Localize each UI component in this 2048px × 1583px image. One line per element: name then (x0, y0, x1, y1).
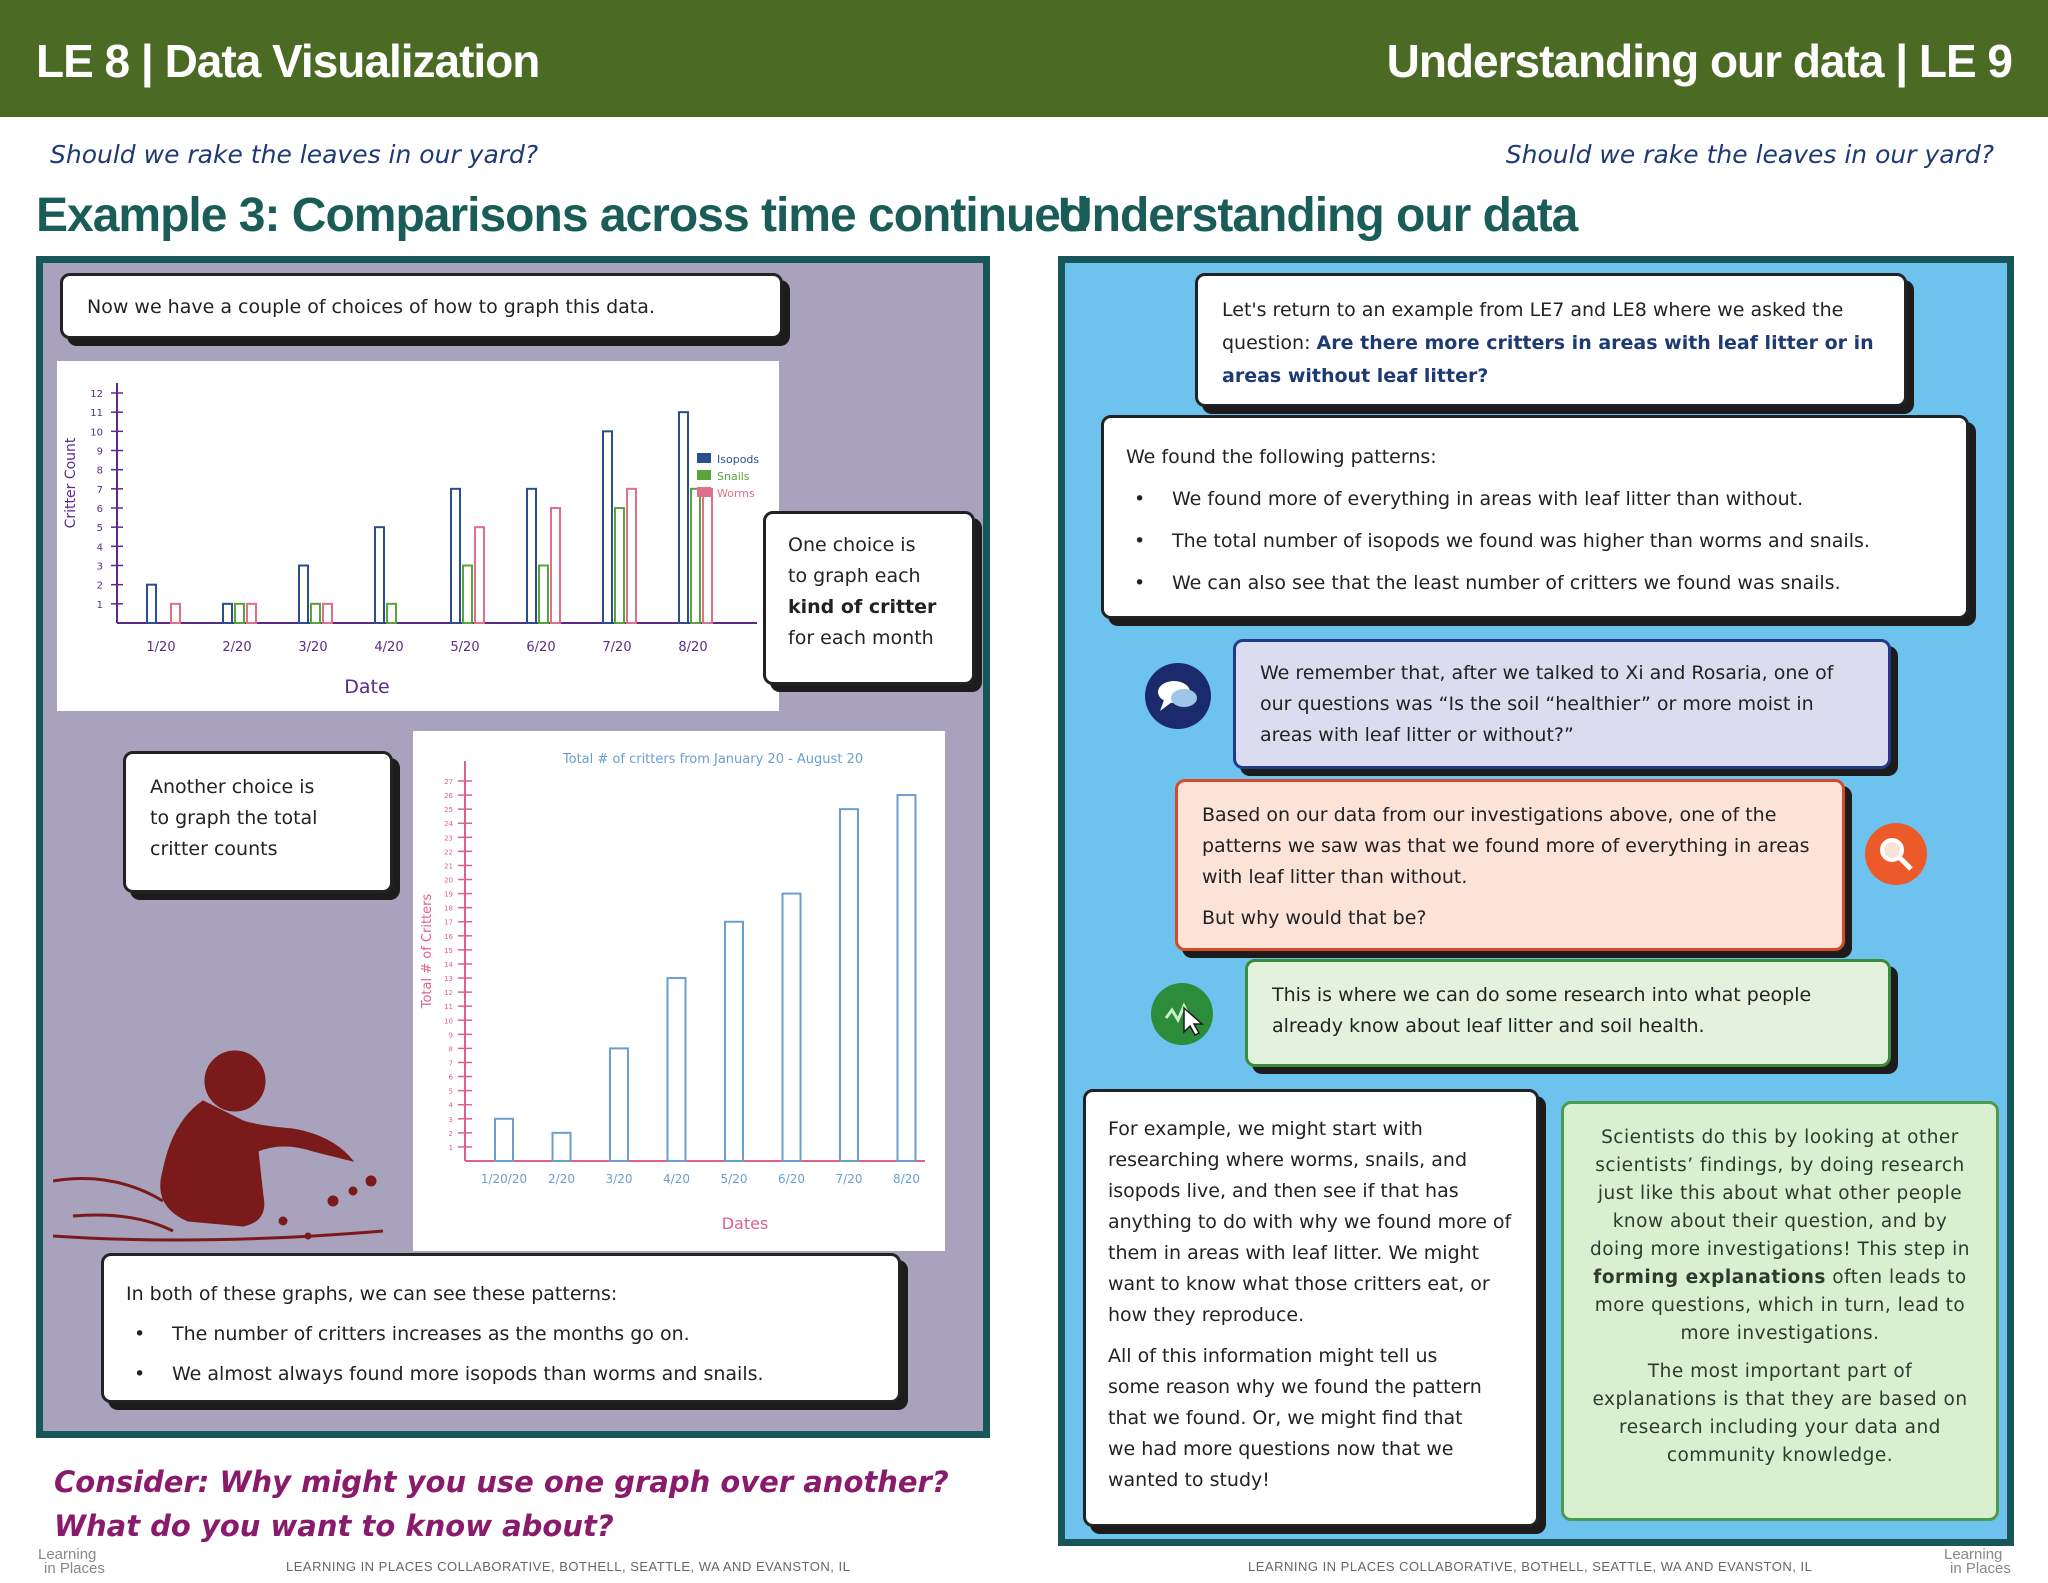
y-tick-label: 9 (448, 1031, 453, 1040)
scientists-text-c: often leads to more questions, which in turn, lead to more investigations. (1594, 1267, 1967, 1344)
bar-worms (627, 489, 636, 623)
y-tick-label: 3 (448, 1115, 453, 1124)
y-tick-label: 17 (444, 918, 453, 927)
y-tick-label: 10 (90, 427, 103, 439)
bar-snails (387, 604, 396, 623)
speech-bubble-icon (1145, 663, 1211, 729)
bar-isopods (299, 566, 308, 624)
y-tick-label: 1 (96, 599, 103, 611)
bar-isopods (375, 527, 384, 623)
choice1-callout (763, 511, 975, 685)
y-tick-label: 21 (444, 862, 453, 871)
bar-snails (691, 489, 700, 623)
x-tick-label: 3/20 (298, 640, 328, 655)
x-tick-label: 2/20 (548, 1172, 575, 1186)
y-tick-label: 6 (448, 1073, 453, 1082)
y-tick-label: 1 (448, 1143, 453, 1152)
bar-isopods (451, 489, 460, 623)
total-bar (783, 894, 801, 1161)
remember-callout (1233, 639, 1891, 769)
bar-snails (463, 566, 472, 624)
right-driving-question: Should we rake the leaves in our yard? (1505, 140, 1994, 169)
patterns-intro: In both of these graphs, we can see these patterns: (126, 1283, 618, 1305)
cursor-glyph (1160, 992, 1204, 1036)
y-tick-label: 8 (448, 1045, 453, 1054)
consider-line2: What do you want to know about? (54, 1509, 614, 1543)
x-tick-label: 5/20 (450, 640, 480, 655)
child-head (205, 1051, 265, 1111)
y-tick-label: 19 (444, 890, 453, 899)
bar-isopods (679, 412, 688, 623)
patterns-list (126, 1314, 876, 1394)
y-tick-label: 22 (444, 848, 453, 857)
total-bar (668, 978, 686, 1161)
found-pattern-item: • We found more of everything in areas with leaf litter than without. (1126, 478, 1944, 520)
scientists-highlight: forming explanations (1593, 1267, 1826, 1288)
choice2-line2: to graph the total (150, 807, 318, 829)
x-tick-label: 6/20 (778, 1172, 805, 1186)
bar-isopods (527, 489, 536, 623)
total-bar (610, 1048, 628, 1161)
total-bar (898, 795, 916, 1161)
x-tick-label: 4/20 (374, 640, 404, 655)
found-patterns-callout (1101, 415, 1969, 619)
y-tick-label: 7 (96, 484, 103, 496)
y-axis-label: Total # of Critters (420, 893, 435, 1009)
x-axis-label: Dates (721, 1214, 769, 1233)
based-callout (1175, 779, 1845, 951)
logo-line1: Learning (38, 1546, 97, 1563)
bar-snails (615, 508, 624, 623)
legend-label: Snails (717, 470, 750, 483)
consider-prompt (54, 1460, 949, 1548)
y-tick-label: 27 (444, 778, 453, 786)
scientists-text (1584, 1124, 1976, 1348)
left-footer: LEARNING IN PLACES COLLABORATIVE, BOTHELL, SEATTLE, WA AND EVANSTON, IL (286, 1559, 851, 1574)
found-pattern-item: • We can also see that the least number of critters we found was snails. (1126, 562, 1944, 604)
logo-line1: Learning (1944, 1546, 2003, 1563)
choice1-line1: One choice is (788, 534, 916, 556)
right-logo (1944, 1548, 2011, 1576)
y-tick-label: 4 (448, 1101, 453, 1110)
left-page-header: LE 8 | Data Visualization (36, 35, 540, 87)
magnifier-icon (1865, 823, 1927, 885)
consider-line1: Consider: Why might you use one graph over another? (54, 1465, 949, 1499)
return-text: Let's return to an example from LE7 and LE8 where we asked the question: (1222, 299, 1844, 354)
right-page-title: Understanding our data (1058, 189, 1578, 242)
x-tick-label: 8/20 (893, 1172, 920, 1186)
critter-type-chart (57, 361, 779, 711)
choice2-line1: Another choice is (150, 776, 315, 798)
logo-line2: in Places (1950, 1560, 2011, 1577)
legend-label: Isopods (717, 453, 760, 466)
left-page-title: Example 3: Comparisons across time continued (36, 189, 1089, 242)
x-tick-label: 2/20 (222, 640, 252, 655)
bar-isopods (147, 585, 156, 623)
bar-isopods (603, 431, 612, 623)
right-content-panel (1058, 256, 2014, 1546)
bar-worms (323, 604, 332, 623)
intro-text: Now we have a couple of choices of how to graph this data. (87, 296, 655, 318)
legend-swatch (697, 470, 711, 480)
y-tick-label: 4 (96, 542, 103, 554)
x-tick-label: 3/20 (605, 1172, 633, 1186)
example-callout (1083, 1089, 1539, 1527)
bar-snails (539, 566, 548, 624)
magnifier-glyph (1877, 835, 1915, 873)
total-critter-chart (413, 731, 945, 1251)
bar-worms (551, 508, 560, 623)
y-tick-label: 5 (448, 1087, 453, 1096)
why-text: But why would that be? (1202, 907, 1427, 929)
total-bar (553, 1133, 571, 1161)
dirt-clump (305, 1233, 311, 1239)
choice1-line2: to graph each (788, 565, 921, 587)
y-axis-label: Critter Count (63, 437, 79, 529)
child-illustration (53, 1031, 433, 1261)
y-tick-label: 12 (444, 989, 453, 998)
y-tick-label: 26 (444, 792, 453, 801)
found-pattern-item: • The total number of isopods we found was higher than worms and snails. (1126, 520, 1944, 562)
left-content-panel (36, 256, 990, 1438)
y-tick-label: 7 (448, 1059, 453, 1068)
y-tick-label: 12 (90, 389, 103, 400)
return-question: Are there more critters in areas with leaf litter or in areas without leaf litter? (1222, 332, 1874, 387)
child-body (161, 1101, 353, 1226)
y-tick-label: 13 (444, 975, 453, 984)
right-footer: LEARNING IN PLACES COLLABORATIVE, BOTHELL, SEATTLE, WA AND EVANSTON, IL (1248, 1559, 1813, 1574)
header-bar (0, 0, 2048, 117)
bar-worms (475, 527, 484, 623)
y-tick-label: 8 (96, 465, 103, 477)
dirt-clump (328, 1196, 338, 1206)
bar-worms (171, 604, 180, 623)
total-bar (725, 922, 743, 1161)
y-tick-label: 6 (96, 504, 103, 515)
choice2-line3: critter counts (150, 838, 278, 860)
x-tick-label: 4/20 (663, 1172, 690, 1186)
example-text: For example, we might start with researching where worms, snails, and isopods live, and then see if that has anything to do with why we found more of them in areas with leaf litter. We might want to know what those critters eat, or how they reproduce. (1108, 1118, 1512, 1326)
x-tick-label: 7/20 (835, 1172, 863, 1186)
choice1-line4: for each month (788, 627, 934, 649)
patterns-callout (101, 1253, 901, 1403)
y-tick-label: 3 (96, 561, 103, 573)
cursor-icon (1151, 983, 1213, 1045)
scientists-callout (1561, 1101, 1999, 1521)
y-tick-label: 5 (96, 523, 103, 535)
choice2-callout (123, 751, 393, 893)
choice1-line3: kind of critter (788, 596, 937, 618)
remember-text: We remember that, after we talked to Xi and Rosaria, one of our questions was “Is the soil “healthier” or more moist in areas with leaf litter or without?” (1260, 662, 1834, 746)
bar-snails (311, 604, 320, 623)
bar-worms (247, 604, 256, 623)
y-tick-label: 16 (444, 932, 453, 941)
y-tick-label: 18 (444, 904, 453, 913)
pattern-item: • We almost always found more isopods than worms and snails. (126, 1354, 876, 1394)
dirt-clump (366, 1176, 376, 1186)
y-tick-label: 11 (444, 1003, 453, 1012)
speech-bubble-glyph (1156, 678, 1200, 714)
total-bar (840, 809, 858, 1161)
logo-line2: in Places (44, 1560, 105, 1577)
based-text: Based on our data from our investigations above, one of the patterns we saw was that we found more of everything in areas with leaf litter than without. (1202, 804, 1810, 888)
found-patterns-intro: We found the following patterns: (1126, 446, 1437, 468)
y-tick-label: 10 (444, 1017, 453, 1026)
y-tick-label: 25 (444, 806, 453, 815)
found-patterns-list (1126, 478, 1944, 604)
x-tick-label: 8/20 (678, 640, 708, 655)
dirt-clump (349, 1187, 357, 1195)
left-logo (38, 1548, 105, 1576)
x-tick-label: 1/20 (146, 640, 176, 655)
legend-label: Worms (717, 487, 755, 500)
y-tick-label: 20 (444, 876, 453, 885)
y-tick-label: 2 (96, 580, 103, 592)
chart-title: Total # of critters from January 20 - August 20 (562, 752, 864, 767)
scientists-text-a: Scientists do this by looking at other scientists’ findings, by doing research just like this about what other people know about their question, and by doing more investigations! This step in (1590, 1127, 1970, 1260)
y-tick-label: 9 (96, 446, 103, 458)
chart2-svg (413, 731, 945, 1251)
y-tick-label: 11 (90, 408, 103, 420)
x-tick-label: 1/20/20 (480, 1172, 528, 1186)
example-text2: All of this information might tell us some reason why we found the pattern that we found. Or, we might find that we had more questions now that we wanted to study! (1108, 1345, 1482, 1491)
y-tick-label: 2 (448, 1129, 453, 1138)
research-callout (1245, 959, 1891, 1067)
y-tick-label: 23 (444, 834, 453, 843)
research-text: This is where we can do some research into what people already know about leaf litter and soil health. (1272, 984, 1812, 1037)
y-tick-label: 24 (444, 820, 453, 829)
scientists-text2: The most important part of explanations is that they are based on research including your data and community knowledge. (1592, 1361, 1968, 1466)
x-tick-label: 6/20 (526, 640, 556, 655)
total-bar (495, 1119, 513, 1161)
x-axis-label: Date (344, 676, 390, 698)
legend-swatch (697, 487, 711, 497)
intro-callout (60, 273, 783, 339)
pattern-item: • The number of critters increases as the months go on. (126, 1314, 876, 1354)
legend-swatch (697, 453, 711, 463)
left-driving-question: Should we rake the leaves in our yard? (50, 140, 539, 169)
bar-worms (703, 489, 712, 623)
right-page-header: Understanding our data | LE 9 (1386, 35, 2012, 87)
bar-isopods (223, 604, 232, 623)
x-tick-label: 7/20 (602, 640, 632, 655)
y-tick-label: 14 (444, 960, 453, 969)
x-tick-label: 5/20 (720, 1172, 748, 1186)
dirt-clump (279, 1217, 287, 1225)
chart1-svg (57, 361, 779, 711)
bar-snails (235, 604, 244, 623)
return-callout (1195, 273, 1907, 407)
y-tick-label: 15 (444, 946, 453, 955)
